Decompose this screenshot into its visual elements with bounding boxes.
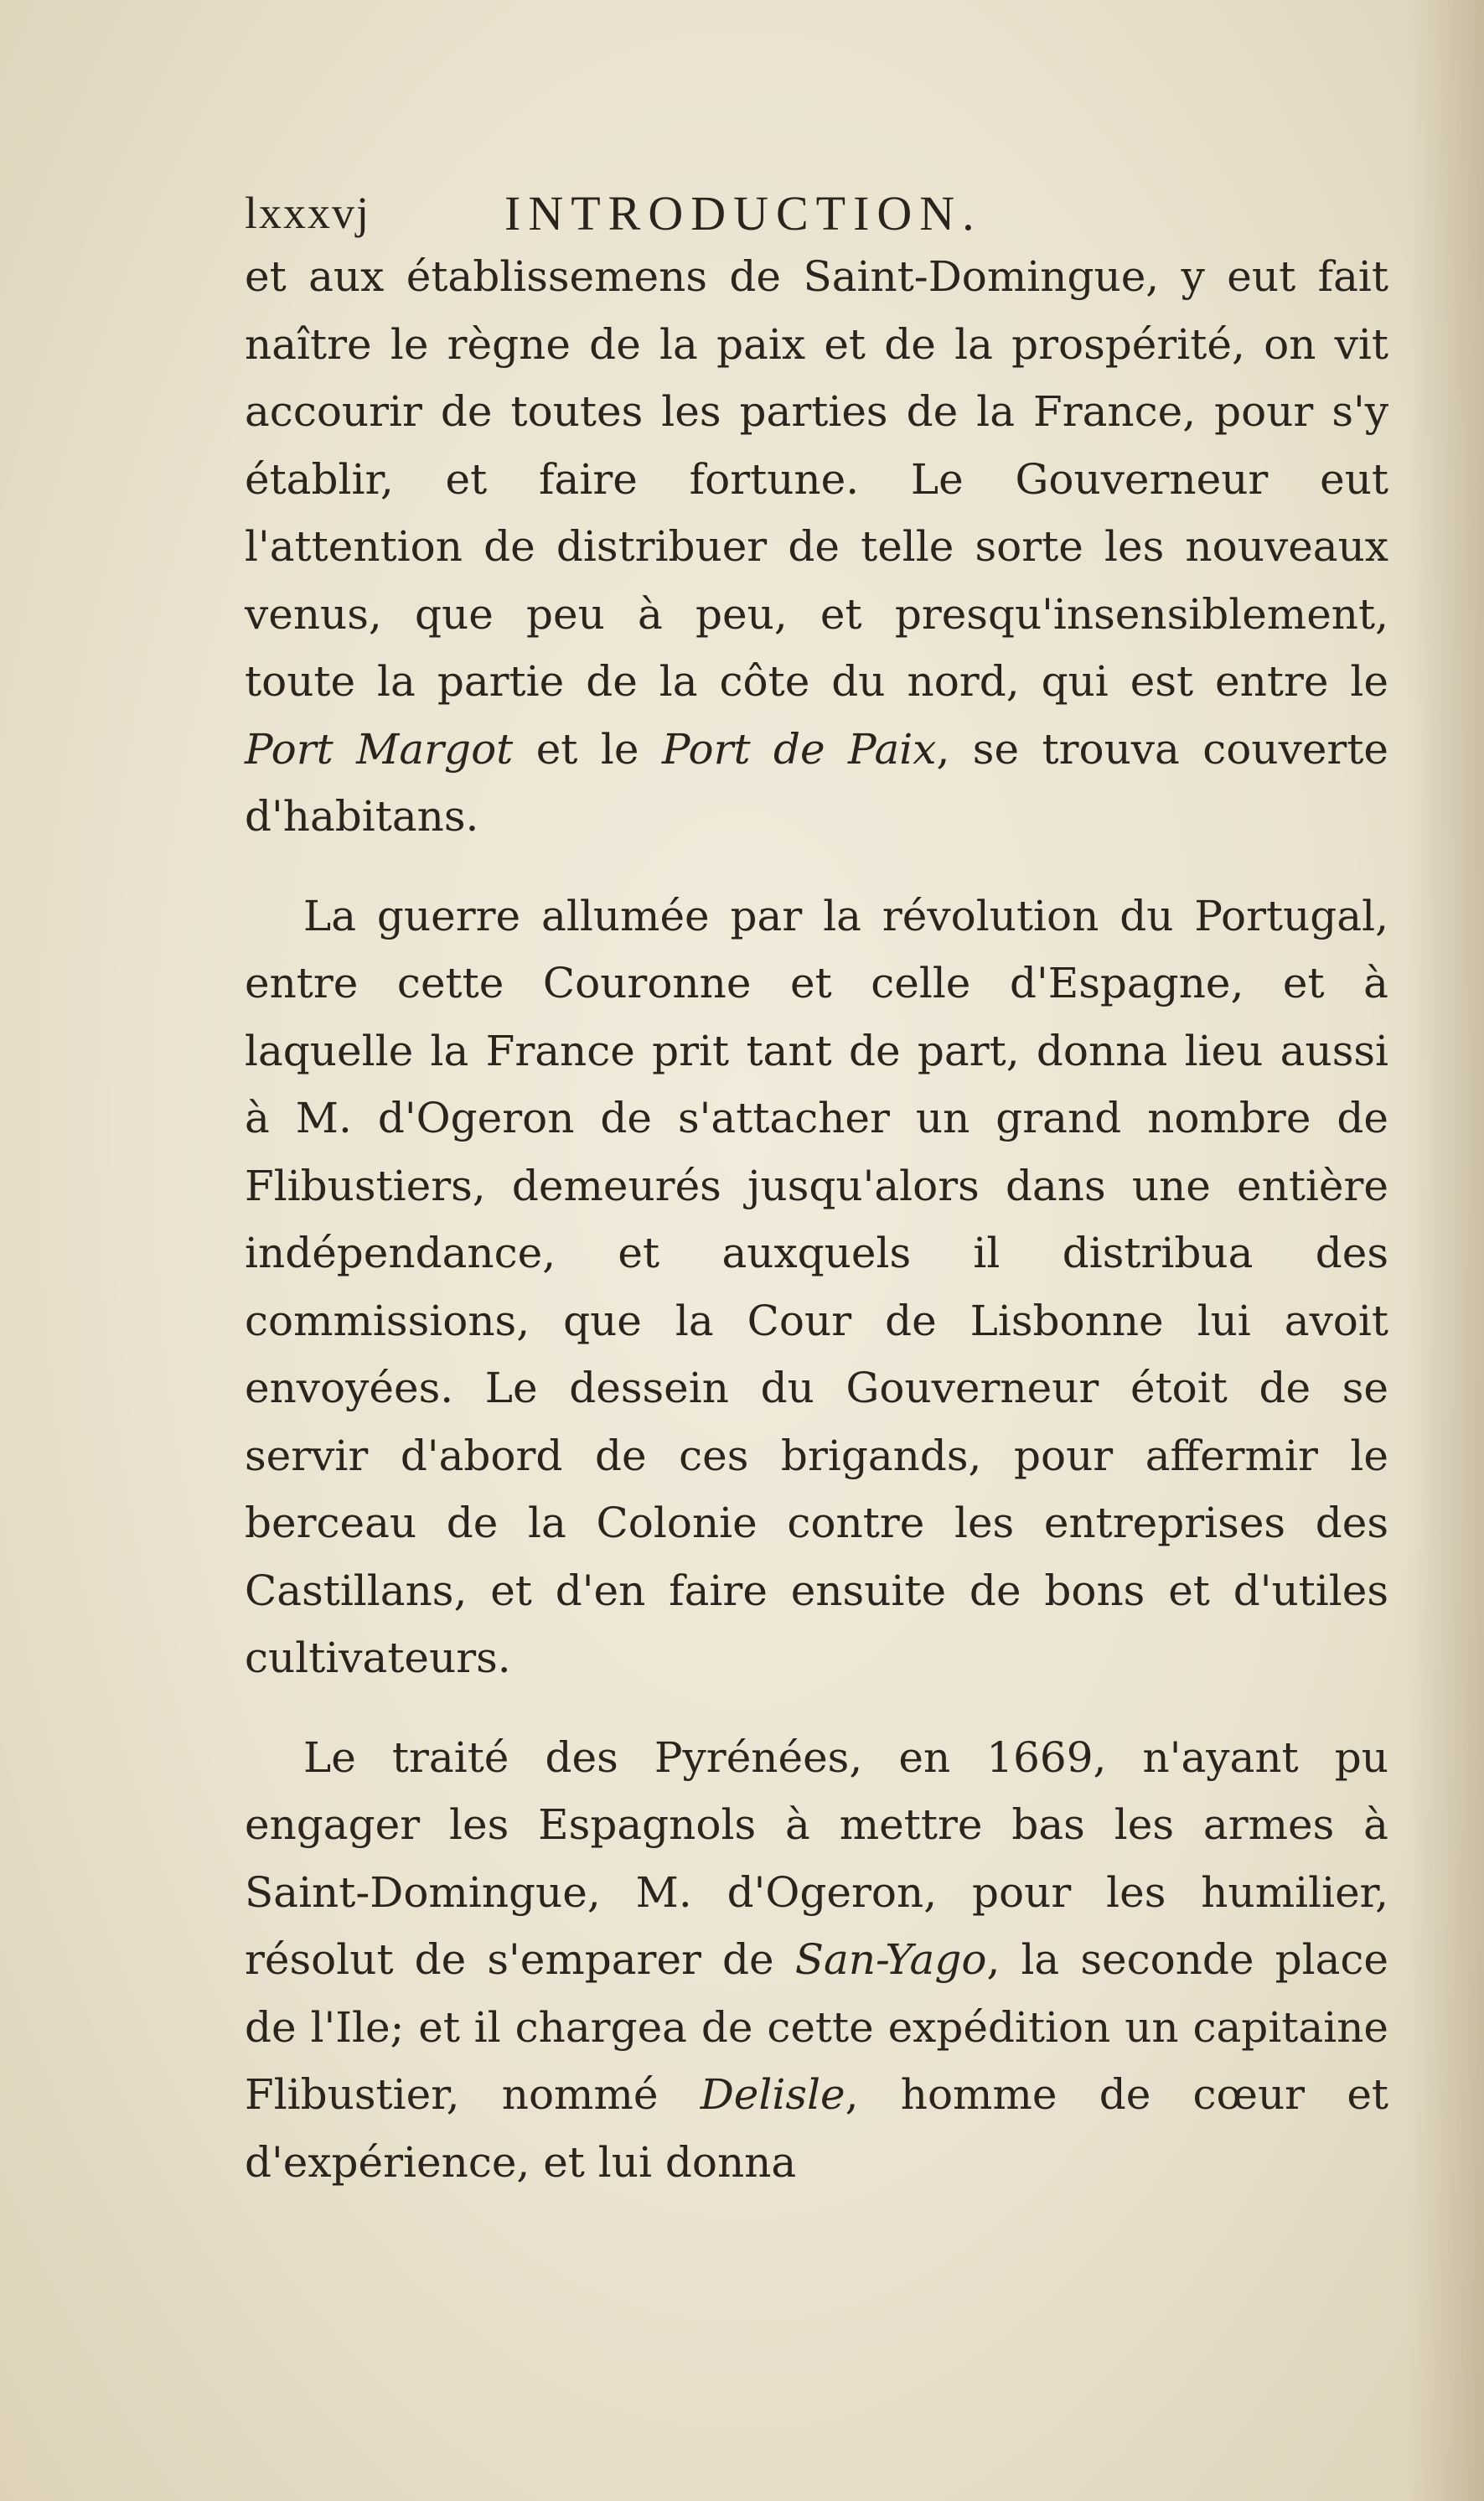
header-title: INTRODUCTION. bbox=[504, 186, 982, 241]
running-head bbox=[245, 172, 1388, 243]
person-name-delisle: Delisle bbox=[700, 2070, 845, 2119]
text-block bbox=[245, 172, 1388, 2196]
place-name-port-margot: Port Margot bbox=[245, 724, 514, 774]
paragraph-1: et aux établissemens de Saint-Domingue, y eut fait naître le règne de la paix et de la prospérité, on vit accourir de toutes les parties de la France, pour s'y établir, et faire fortune. Le Gouverneur eut l'attention de distribuer de telle sorte les nouveaux venus, que peu à peu, et presqu'insensiblement, toute la partie de la côte du nord, qui est entre le Port Margot et le Port de Paix, se trouva couverte d'habitans. bbox=[245, 252, 1388, 841]
place-name-san-yago: San-Yago bbox=[794, 1935, 987, 1984]
place-name-port-de-paix: Port de Paix bbox=[661, 724, 937, 774]
page-edge-shadow bbox=[1409, 0, 1484, 2501]
page-number: lxxxvj bbox=[245, 188, 371, 238]
paragraph-3: Le traité des Pyrénées, en 1669, n'ayant pu engager les Espagnols à mettre bas les armes à Saint-Domingue, M. d'Ogeron, pour les humilier, résolut de s'emparer de San-Yago, la seconde place de l'Ile; et il chargea de cette expédition un capitaine Flibustier, nommé Delisle, homme de cœur et d'expérience, et lui donna bbox=[245, 1732, 1389, 2187]
paragraph-2: La guerre allumée par la révolution du Portugal, entre cette Couronne et celle d'Espagne, et à laquelle la France prit tant de part, donna lieu aussi à M. d'Ogeron de s'attacher un grand nombre de Flibustiers, demeurés jusqu'alors dans une entière indépendance, et auxquels il distribua des commissions, que la Cour de Lisbonne lui avoit envoyées. Le dessein du Gouverneur étoit de se servir d'abord de ces brigands, pour affermir le berceau de la Colonie contre les entreprises des Castillans, et d'en faire ensuite de bons et d'utiles cultivateurs. bbox=[245, 891, 1388, 1682]
